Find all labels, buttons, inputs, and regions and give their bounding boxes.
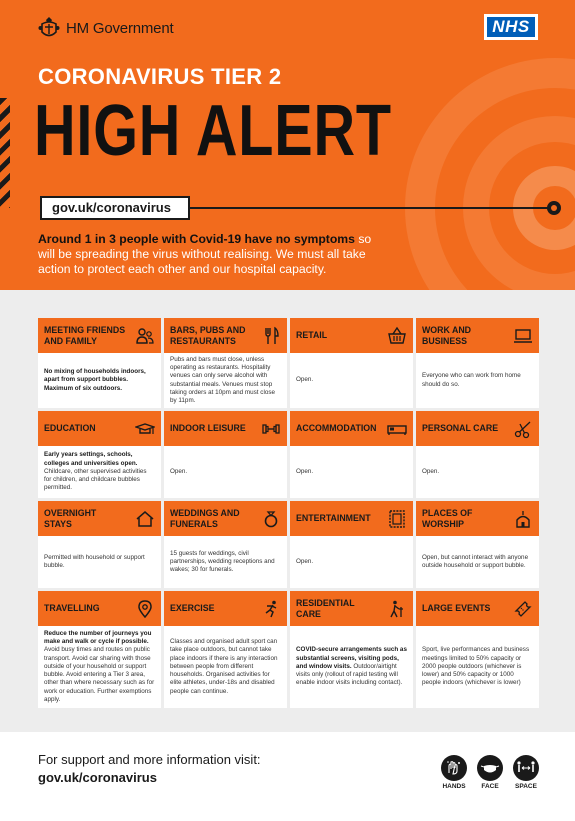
rule-card-personal-care	[416, 411, 539, 498]
hm-government-logo	[38, 16, 173, 40]
rule-text: Childcare, other supervised activities for children, and childcare bubbles permitted.	[44, 467, 147, 492]
rule-bold-text: No mixing of households indoors, apart from support bubbles. Maximum of six outdoors.	[44, 368, 146, 392]
rule-text: Outdoor/airtight visits only (rollout of rapid testing will enable indoor visits including contact).	[296, 662, 403, 687]
rule-text: 15 guests for weddings, civil partnerships, wedding receptions and wakes; 30 for funerals.	[170, 549, 275, 574]
rule-header	[164, 411, 287, 446]
rule-title: LARGE EVENTS	[422, 603, 491, 614]
rule-card-entertainment	[290, 501, 413, 588]
rule-body	[416, 353, 539, 408]
rule-card-work-business	[416, 318, 539, 408]
rule-body	[38, 446, 161, 498]
rule-card-travelling	[38, 591, 161, 708]
rule-header	[290, 411, 413, 446]
rule-body	[164, 446, 287, 498]
rule-body	[416, 446, 539, 498]
house-icon	[135, 509, 155, 529]
rule-body	[38, 626, 161, 708]
rule-text: Everyone who can work from home should do so.	[422, 372, 521, 388]
rule-text: Open.	[296, 467, 314, 475]
rule-header	[38, 501, 161, 536]
cutlery-icon	[261, 326, 281, 346]
runner-icon	[261, 599, 281, 619]
rule-title: PLACES OF WORSHIP	[422, 508, 473, 529]
dumbbell-icon	[261, 419, 281, 439]
rule-header	[416, 318, 539, 353]
rule-header	[416, 501, 539, 536]
rule-card-overnight-stays	[38, 501, 161, 588]
rule-title: WEDDINGS AND FUNERALS	[170, 508, 240, 529]
rule-body	[290, 626, 413, 708]
header-url-link[interactable]: gov.uk/coronavirus	[40, 196, 190, 220]
face-mask-icon	[477, 755, 503, 781]
rule-header	[164, 591, 287, 626]
support-text: For support and more information visit:	[38, 752, 261, 767]
crest-icon	[38, 16, 60, 40]
tier-heading: CORONAVIRUS TIER 2	[38, 64, 282, 89]
rule-header	[416, 411, 539, 446]
rule-title: RETAIL	[296, 330, 328, 341]
scissors-icon	[513, 419, 533, 439]
hazard-stripes	[0, 98, 10, 208]
rule-body	[290, 536, 413, 588]
rules-grid	[38, 318, 538, 708]
face-label: FACE	[481, 783, 499, 790]
rule-header	[290, 501, 413, 536]
intro-bold-text: Around 1 in 3 people with Covid-19 have no symptoms	[38, 232, 355, 246]
hands-label: HANDS	[442, 783, 466, 790]
rule-card-bars-pubs	[164, 318, 287, 408]
rule-title: BARS, PUBS AND RESTAURANTS	[170, 325, 246, 346]
face-badge	[476, 755, 504, 790]
rule-title: WORK AND BUSINESS	[422, 325, 472, 346]
rule-card-retail	[290, 318, 413, 408]
rule-bold-text: Early years settings, schools, colleges and universities open.	[44, 451, 138, 467]
space-badge	[512, 755, 540, 790]
rule-body	[416, 536, 539, 588]
rule-body	[164, 626, 287, 708]
rule-header	[38, 318, 161, 353]
rule-title: ENTERTAINMENT	[296, 513, 371, 524]
rule-card-meeting-friends	[38, 318, 161, 408]
graduation-cap-icon	[135, 419, 155, 439]
rule-body	[416, 626, 539, 708]
rule-text: Open.	[296, 376, 314, 384]
nhs-label: NHS	[487, 17, 535, 37]
rule-header	[416, 591, 539, 626]
rule-body	[38, 536, 161, 588]
rule-text: Open.	[422, 467, 440, 475]
rule-card-weddings-funerals	[164, 501, 287, 588]
rule-text: Open, but cannot interact with anyone outside household or support bubble.	[422, 553, 529, 569]
rule-title: TRAVELLING	[44, 603, 100, 614]
rule-body	[290, 446, 413, 498]
rule-title: EXERCISE	[170, 603, 215, 614]
distance-icon	[513, 755, 539, 781]
rule-header	[164, 318, 287, 353]
rule-text: Permitted with household or support bubble.	[44, 553, 145, 569]
rule-title: EDUCATION	[44, 423, 96, 434]
hands-icon	[441, 755, 467, 781]
rule-title: INDOOR LEISURE	[170, 423, 246, 434]
rule-header	[38, 591, 161, 626]
alert-level-title: HIGH ALERT	[34, 91, 392, 171]
intro-rest-text: so will be spreading the virus without realising. We must all take action to protect each other and our hospital capacity.	[38, 232, 372, 276]
rule-card-places-of-worship	[416, 501, 539, 588]
laptop-icon	[513, 326, 533, 346]
rule-text: Avoid busy times and routes on public transport. Avoid car sharing with those outside of your household or support bubble. Avoid entering a Tier 3 area, other than where necessary such as for work or education. Further exemptions apply.	[44, 646, 155, 703]
rule-title: MEETING FRIENDS AND FAMILY	[44, 325, 126, 346]
support-url-link[interactable]: gov.uk/coronavirus	[38, 770, 157, 785]
people-icon	[135, 326, 155, 346]
rule-title: RESIDENTIAL CARE	[296, 598, 355, 619]
bed-icon	[387, 419, 407, 439]
rule-header	[38, 411, 161, 446]
rule-header	[290, 591, 413, 626]
ring-icon	[261, 509, 281, 529]
rule-header	[164, 501, 287, 536]
intro-text	[38, 232, 388, 277]
rule-card-exercise	[164, 591, 287, 708]
rule-title: OVERNIGHT STAYS	[44, 508, 97, 529]
rule-text: Pubs and bars must close, unless operating as restaurants. Hospitality venues can only serve alcohol with substantial meals. Venues must stop taking orders at 10pm and must close by 11pm.	[170, 355, 276, 404]
hands-badge	[440, 755, 468, 790]
url-dot-marker	[547, 201, 561, 215]
ticket-icon	[513, 599, 533, 619]
government-label: HM Government	[66, 19, 174, 37]
rule-body	[164, 536, 287, 588]
rule-card-residential-care	[290, 591, 413, 708]
rule-header	[290, 318, 413, 353]
rule-body	[164, 353, 287, 408]
url-divider-line	[190, 207, 554, 209]
care-icon	[387, 599, 407, 619]
rule-title: ACCOMMODATION	[296, 423, 377, 434]
rule-title: PERSONAL CARE	[422, 423, 499, 434]
rule-text: Sport, live performances and business meetings limited to 50% capacity or 2000 people outdoors (whichever is lower) and 50% capacity or 1000 people indoors (whichever is lower)	[422, 646, 530, 687]
space-label: SPACE	[515, 783, 537, 790]
rule-bold-text: COVID-secure arrangements such as substantial screens, visiting pods, and window visits.	[296, 646, 407, 670]
rule-text: Classes and organised adult sport can take place outdoors, but cannot take place indoors if there is any interaction between people from different households. Organised activities for elite athletes, under-18s and disabled people can continue.	[170, 638, 278, 695]
nhs-logo	[484, 14, 538, 40]
rule-bold-text: Reduce the number of journeys you make and walk or cycle if possible.	[44, 630, 152, 646]
rule-text: Open.	[296, 557, 314, 565]
rule-body	[38, 353, 161, 408]
rule-card-accommodation	[290, 411, 413, 498]
place-of-worship-icon	[513, 509, 533, 529]
rule-card-large-events	[416, 591, 539, 708]
ticket-frame-icon	[387, 509, 407, 529]
rule-card-education	[38, 411, 161, 498]
shopping-basket-icon	[387, 326, 407, 346]
location-pin-icon	[135, 599, 155, 619]
rule-body	[290, 353, 413, 408]
rule-text: Open.	[170, 467, 188, 475]
rule-card-indoor-leisure	[164, 411, 287, 498]
